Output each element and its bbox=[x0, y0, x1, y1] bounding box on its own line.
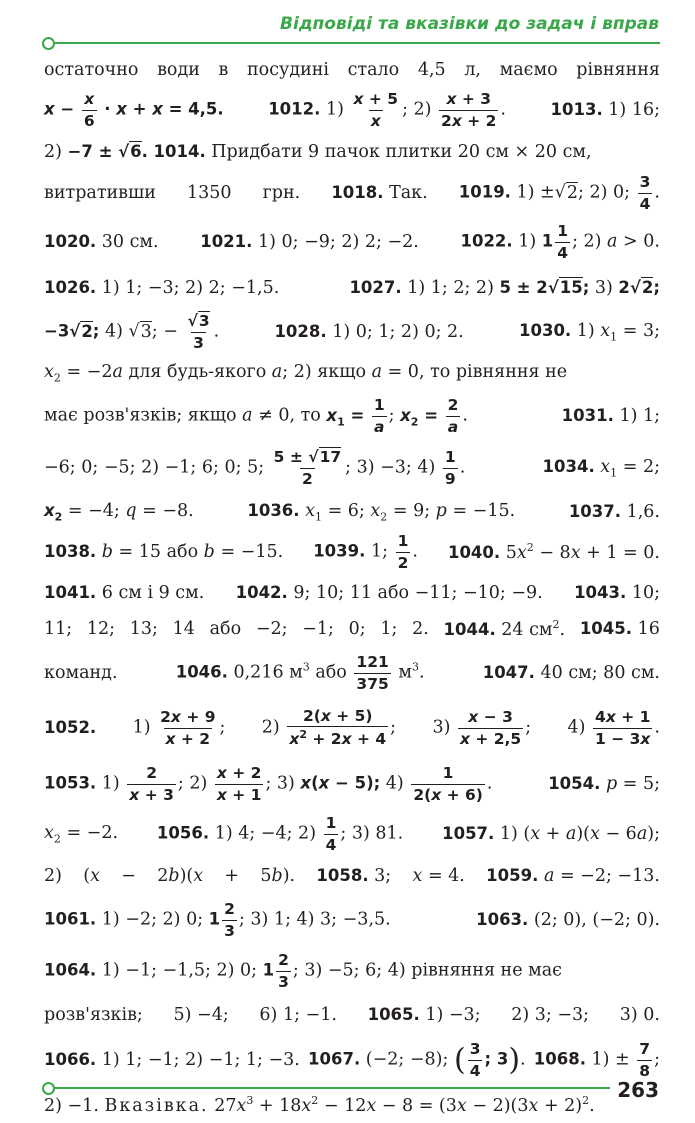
text-line: 1026. 1) 1; −3; 2) 2; −1,5. 1027. 1) 1; 2; 2) 5 ± 2√15; 3) 2√2; bbox=[44, 278, 660, 298]
text-line: −6; 0; −5; 2) −1; 6; 0; 5; $\frac{5 \pm √17}{2}$ ; 3) −3; 4) $\frac{1}{9}$ . 1034. $x_1 = 2$; bbox=[44, 448, 660, 488]
text-line: 1052. 1) $\frac{2x + 9}{x + 2}$ ; 2) $\frac{2(x + 5)}{x^2 + 2x + 4}$ ; 3) $\frac{x - 3}{x + 2,5}$ ; 4) $\frac{4x + 1}{1 - 3x}$ . bbox=[44, 707, 660, 749]
text-line: 1038. b = 15 або b = −15. 1039. 1; $\frac{1}{2}$ . 1040. $5x^2 - 8x + 1 = 0$. bbox=[44, 532, 660, 572]
text-line: 11; 12; 13; 14 або −2; −1; 0; 1; 2. 1044. 24 $см^2$. 1045. 16 bbox=[44, 618, 660, 640]
text-line: 1061. 1) −2; 2) 0; 1 $\frac{2}{3}$ ; 3) 1; 4) 3; −3,5. 1063. (2; 0), (−2; 0). bbox=[44, 900, 660, 940]
page-number: 263 bbox=[617, 1078, 659, 1102]
running-header-title: Відповіді та вказівки до задач і вправ bbox=[280, 14, 659, 34]
text-line: $x_2 = -4$; q = −8. 1036. $x_1 = 6$; $x_2 = 9$; p = −15. 1037. 1,6. bbox=[44, 500, 660, 524]
text-line: x − $\frac{x}{6}$ · x + x = 4,5. 1012. 1) $\frac{x + 5}{x}$ ; 2) $\frac{x + 3}{2x + 2}$ . 1013. 1) 16; bbox=[44, 90, 660, 130]
text-line: команд. 1046. 0,216 $м^3$ або $\frac{121}{375}$ $м^3$. 1047. 40 см; 80 см. bbox=[44, 653, 660, 693]
page-header bbox=[0, 0, 695, 58]
text-line: 2) −1. Вказівка. $27x^3 + 18x^2 - 12x - 8 = (3x - 2)(3x + 2)^2$. bbox=[44, 1094, 595, 1116]
text-line: $x_2 = -2a$ для будь-якого a; 2) якщо a = 0, то рівняння не bbox=[44, 361, 568, 385]
footer-rule-dot bbox=[42, 1082, 55, 1095]
text-line: 1066. 1) 1; −1; 2) −1; 1; −3. 1067. (−2; −8); ( $\frac{3}{4}$ ; 3). 1068. 1) ± $\frac{7}{8}$ ; bbox=[44, 1040, 660, 1080]
text-line: −3√2; 4) √3; − $\frac{√3}{3}$ . 1028. 1) 0; 1; 2) 0; 2. 1030. 1) $x_1 = 3$; bbox=[44, 312, 660, 352]
text-line: 1020. 30 см. 1021. 1) 0; −9; 2) 2; −2. 1022. 1) 1 $\frac{1}{4}$ ; 2) a > 0. bbox=[44, 222, 660, 262]
text-line: 2) −7 ± √6. 1014. Придбати 9 пачок плитки 20 см × 20 см, bbox=[44, 142, 592, 162]
page-footer bbox=[0, 1070, 695, 1108]
text-line: 1064. 1) −1; −1,5; 2) 0; 1 $\frac{2}{3}$ ; 3) −5; 6; 4) рівняння не має bbox=[44, 951, 562, 991]
text-line: $x_2 = -2$. 1056. 1) 4; −4; 2) $\frac{1}{4}$ ; 3) 81. 1057. 1) (x + a)(x − 6a); bbox=[44, 814, 660, 854]
text-line: розв'язків; 5) −4; 6) 1; −1. 1065. 1) −3; 2) 3; −3; 3) 0. bbox=[44, 1005, 660, 1025]
text-line: остаточно води в посудині стало 4,5 л, маємо рівняння bbox=[44, 60, 660, 80]
text-line: витративши 1350 грн. 1018. Так. 1019. 1) ±√2; 2) 0; $\frac{3}{4}$ . bbox=[44, 173, 660, 213]
text-line: 2) (x − 2b)(x + 5b). 1058. 3; x = 4. 1059. a = −2; −13. bbox=[44, 866, 660, 886]
header-rule bbox=[50, 42, 660, 44]
text-line: 1041. 6 см і 9 см. 1042. 9; 10; 11 або −11; −10; −9. 1043. 10; bbox=[44, 583, 660, 603]
answers-text bbox=[44, 55, 660, 1123]
text-line: 1053. 1) $\frac{2}{x + 3}$ ; 2) $\frac{x + 2}{x + 1}$ ; 3) x(x − 5); 4) $\frac{1}{2(x + 6)}$ . 1054. p = 5; bbox=[44, 764, 660, 804]
text-line: має розв'язків; якщо a ≠ 0, то $x_1$ = $\frac{1}{a}$ ; $x_2$ = $\frac{2}{a}$ . 1031. 1) 1; bbox=[44, 396, 660, 436]
header-rule-dot bbox=[42, 37, 55, 50]
footer-rule bbox=[50, 1087, 610, 1089]
